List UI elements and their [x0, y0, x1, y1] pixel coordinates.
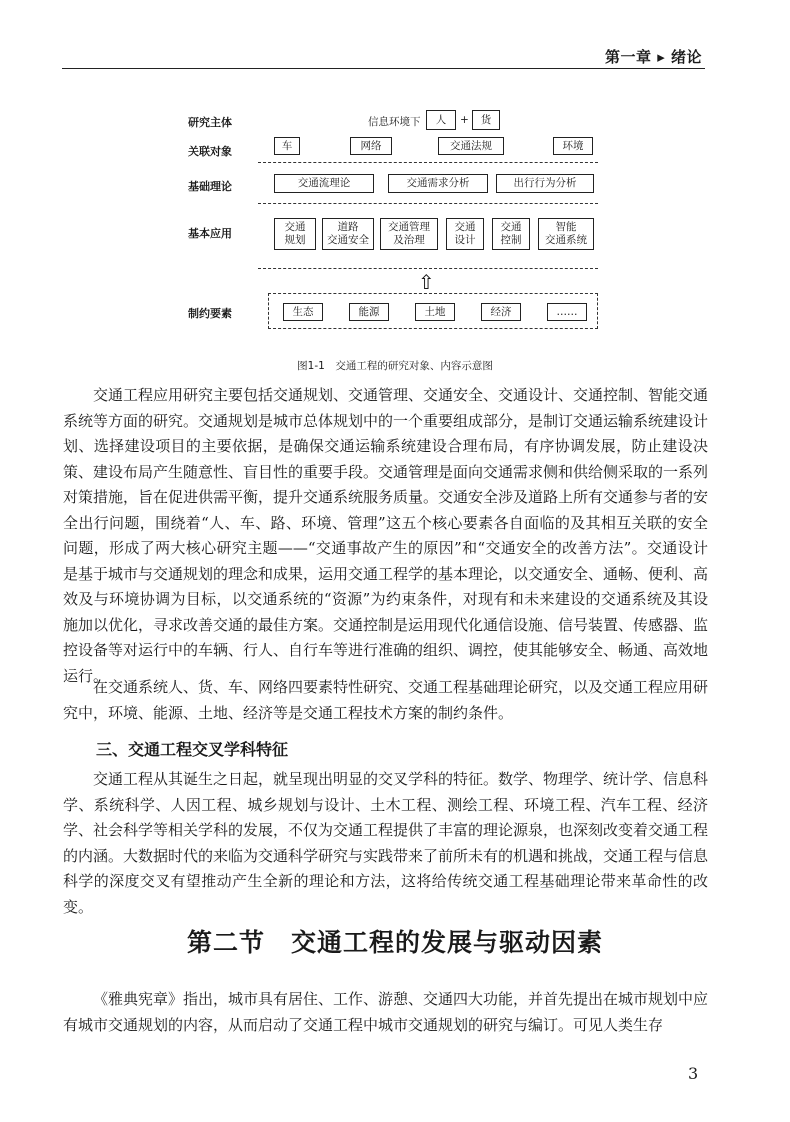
- page-number: 3: [688, 1064, 699, 1083]
- chapter-label: 第一章: [604, 48, 652, 66]
- object-box: 车: [274, 137, 300, 155]
- subject-goods-box: 货: [472, 110, 500, 130]
- constraint-box: ……: [547, 303, 587, 321]
- header-separator: ▸: [657, 48, 666, 66]
- row-label-theory: 基础理论: [188, 180, 232, 193]
- subject-prefix: 信息环境下: [368, 116, 421, 128]
- subheading: 三、交通工程交叉学科特征: [96, 740, 289, 759]
- constraint-box: 土地: [415, 303, 455, 321]
- application-box: 交通 控制: [492, 218, 530, 250]
- row-label-constraints: 制约要素: [188, 307, 232, 320]
- application-box: 交通管理 及治理: [380, 218, 438, 250]
- object-box: 网络: [350, 137, 392, 155]
- paragraph: 交通工程应用研究主要包括交通规划、交通管理、交通安全、交通设计、交通控制、智能交通系统等方面的研究。交通规划是城市总体规划中的一个重要组成部分，是制订交通运输系统建设计划、选择建设项目的主要依据，是确保交通运输系统建设合理布局，有序协调发展，防止建设决策、建设布局产生随意性、盲目性的重要手段。交通管理是面向交通需求侧和供给侧采取的一系列对策措施，旨在促进供需平衡，提升交通系统服务质量。交通安全涉及道路上所有交通参与者的安全出行问题，围绕着“人、车、路、环境、管理”这五个核心要素各自面临的及其相互关联的安全问题，形成了两大核心研究主题——“交通事故产生的原因”和“交通安全的改善方法”。交通设计是基于城市与交通规划的理念和成果，运用交通工程学的基本理论，以交通安全、通畅、便利、高效及与环境协调为目标，以交通系统的“资源”为约束条件，对现有和未来建设的交通系统及其设施加以优化，寻求改善交通的最佳方案。交通控制是运用现代化通信设施、信号装置、传感器、监控设备等对运行中的车辆、行人、自行车等进行准确的组织、调控，使其能够安全、畅通、高效地运行。: [63, 386, 709, 685]
- object-box: 交通法规: [438, 137, 504, 155]
- dashed-separator: [258, 203, 598, 204]
- theory-box: 交通需求分析: [388, 174, 488, 193]
- row-label-subject: 研究主体: [188, 116, 232, 129]
- paragraph: 交通工程从其诞生之日起，就呈现出明显的交叉学科的特征。数学、物理学、统计学、信息科学、系统科学、人因工程、城乡规划与设计、土木工程、测绘工程、环境工程、汽车工程、经济学、社会科学等相关学科的发展，不仅为交通工程提供了丰富的理论源泉，也深刻改变着交通工程的内涵。大数据时代的来临为交通科学研究与实践带来了前所未有的机遇和挑战，交通工程与信息科学的深度交叉有望推动产生全新的理论和方法，这将给传统交通工程基础理论带来革命性的改变。: [63, 770, 709, 916]
- theory-box: 出行行为分析: [496, 174, 594, 193]
- dashed-separator: [258, 162, 598, 163]
- dashed-separator: [258, 268, 598, 269]
- subject-person-box: 人: [426, 110, 456, 130]
- paragraph: 《雅典宪章》指出，城市具有居住、工作、游憩、交通四大功能，并首先提出在城市规划中应有城市交通规划的内容，从而启动了交通工程中城市交通规划的研究与编订。可见人类生存: [63, 990, 709, 1034]
- application-box: 交通 规划: [274, 218, 316, 250]
- paragraph: 在交通系统人、货、车、网络四要素特性研究、交通工程基础理论研究，以及交通工程应用研究中，环境、能源、土地、经济等是交通工程技术方案的制约条件。: [63, 678, 709, 722]
- theory-box: 交通流理论: [274, 174, 374, 193]
- figure-caption: 图1-1 交通工程的研究对象、内容示意图: [297, 360, 493, 372]
- up-arrow-icon: ⇧: [418, 270, 435, 294]
- application-box: 交通 设计: [446, 218, 484, 250]
- subject-plus: +: [460, 114, 469, 126]
- chapter-title: 绪论: [670, 48, 702, 66]
- application-box: 智能 交通系统: [538, 218, 594, 250]
- constraint-box: 生态: [283, 303, 323, 321]
- row-label-objects: 关联对象: [188, 145, 232, 158]
- section-title: 第二节 交通工程的发展与驱动因素: [186, 928, 603, 957]
- constraint-box: 能源: [349, 303, 389, 321]
- figure-diagram: [0, 0, 790, 380]
- constraint-box: 经济: [481, 303, 521, 321]
- object-box: 环境: [553, 137, 593, 155]
- row-label-applications: 基本应用: [188, 227, 232, 240]
- application-box: 道路 交通安全: [322, 218, 374, 250]
